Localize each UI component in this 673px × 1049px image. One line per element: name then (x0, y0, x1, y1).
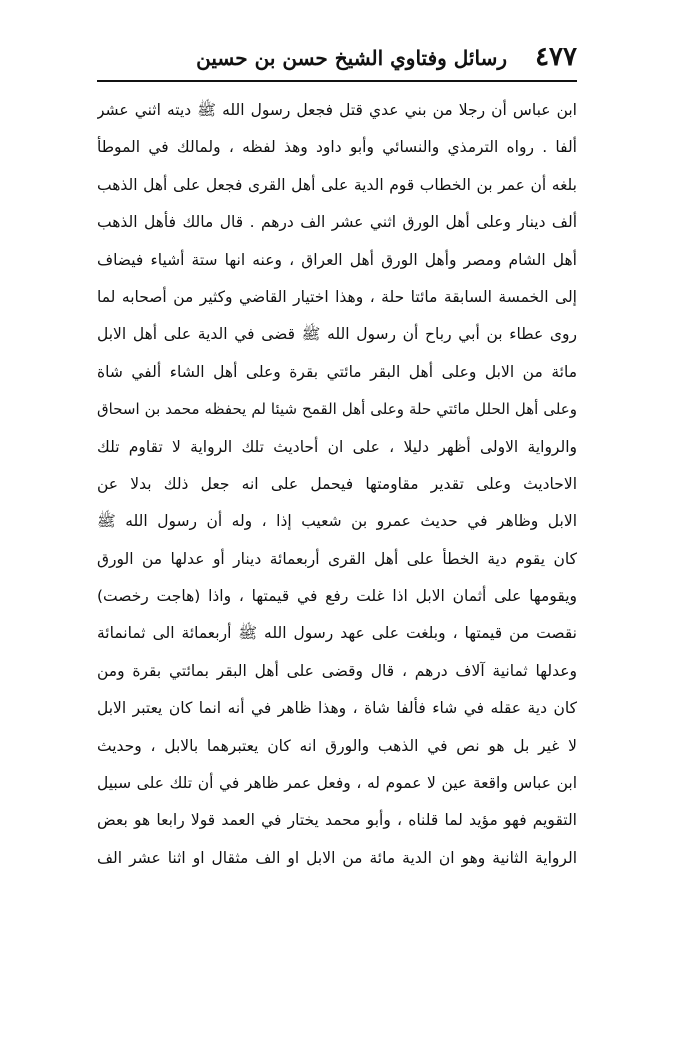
running-title: رسائل وفتاوي الشيخ حسن بن حسين (196, 46, 507, 70)
text-line: مائة من الابل وعلى أهل البقر مائتي بقرة وعلى أهل الشاء ألفي شاة (97, 362, 577, 381)
text-line: بلغه أن عمر بن الخطاب قوم الدية على أهل القرى فجعل على أهل الذهب (97, 175, 577, 194)
text-line: ابن عباس واقعة عين لا عموم له ، وفعل عمر ظاهر في أن تلك على سبيل (97, 774, 577, 793)
text-line: كان دية عقله في شاء فألفا شاة ، وهذا ظاهر في أنه انما كان يعتبر الابل (97, 699, 577, 718)
text-line: كان يقوم دية الخطأ على أهل القرى أربعمائة دينار أو عدلها من الورق (97, 549, 577, 568)
text-line: والرواية الاولى أظهر دليلا ، على ان أحاديث تلك الرواية لا تقاوم تلك (97, 437, 577, 456)
page-number: ٤٧٧ (535, 42, 577, 72)
header-divider (97, 80, 577, 82)
text-line: وعلى أهل الحلل مائتي حلة وعلى أهل القمح شيئا لم يحفظه محمد بن اسحاق (97, 400, 577, 419)
text-line: ويقومها على أثمان الابل اذا غلت رفع في قيمتها ، واذا (هاجت رخصت) (97, 587, 577, 606)
text-line: الاحاديث وعلى تقدير مقاومتها فيحمل على انه جعل ذلك بدلا عن (97, 474, 577, 493)
text-line: الرواية الثانية وهو ان الدية مائة من الابل او الف مثقال او اثنا عشر الف (97, 848, 577, 867)
text-line: أهل الشام ومصر وأهل الورق أهل العراق ، وعنه انها ستة أشياء فيضاف (97, 250, 577, 269)
text-line: التقويم فهو مؤيد لما قلناه ، وأبو محمد يختار في العمد قولا رابعا هو بعض (97, 811, 577, 830)
text-line: ألف دينار وعلى أهل الورق اثني عشر الف درهم . قال مالك فأهل الذهب (97, 213, 577, 232)
text-line: إلى الخمسة السابقة مائتا حلة ، وهذا اختيار القاضي وكثير من أصحابه لما (97, 287, 577, 306)
text-line: الابل وظاهر في حديث عمرو بن شعيب إذا ، وله أن رسول الله ﷺ (97, 512, 577, 531)
text-line: ابن عباس أن رجلا من بني عدي قتل فجعل رسول الله ﷺ ديته اثني عشر (97, 101, 577, 119)
text-line: روى عطاء بن أبي رباح أن رسول الله ﷺ قضى في الدية على أهل الابل (97, 325, 577, 344)
text-line: لا غير بل هو نص في الذهب والورق انه كان يعتبرهما بالابل ، وحديث (97, 736, 577, 755)
page-header (97, 40, 577, 80)
text-line: نقصت من قيمتها ، وبلغت على عهد رسول الله ﷺ أربعمائة الى ثمانمائة (97, 624, 577, 643)
body-text (97, 92, 577, 877)
text-line: وعدلها ثمانية آلاف درهم ، قال وقضى على أهل البقر بمائتي بقرة ومن (97, 661, 577, 680)
text-line: ألفا . رواه الترمذي والنسائي وأبو داود وهذ لفظه ، ولمالك في الموطأ (97, 138, 577, 157)
